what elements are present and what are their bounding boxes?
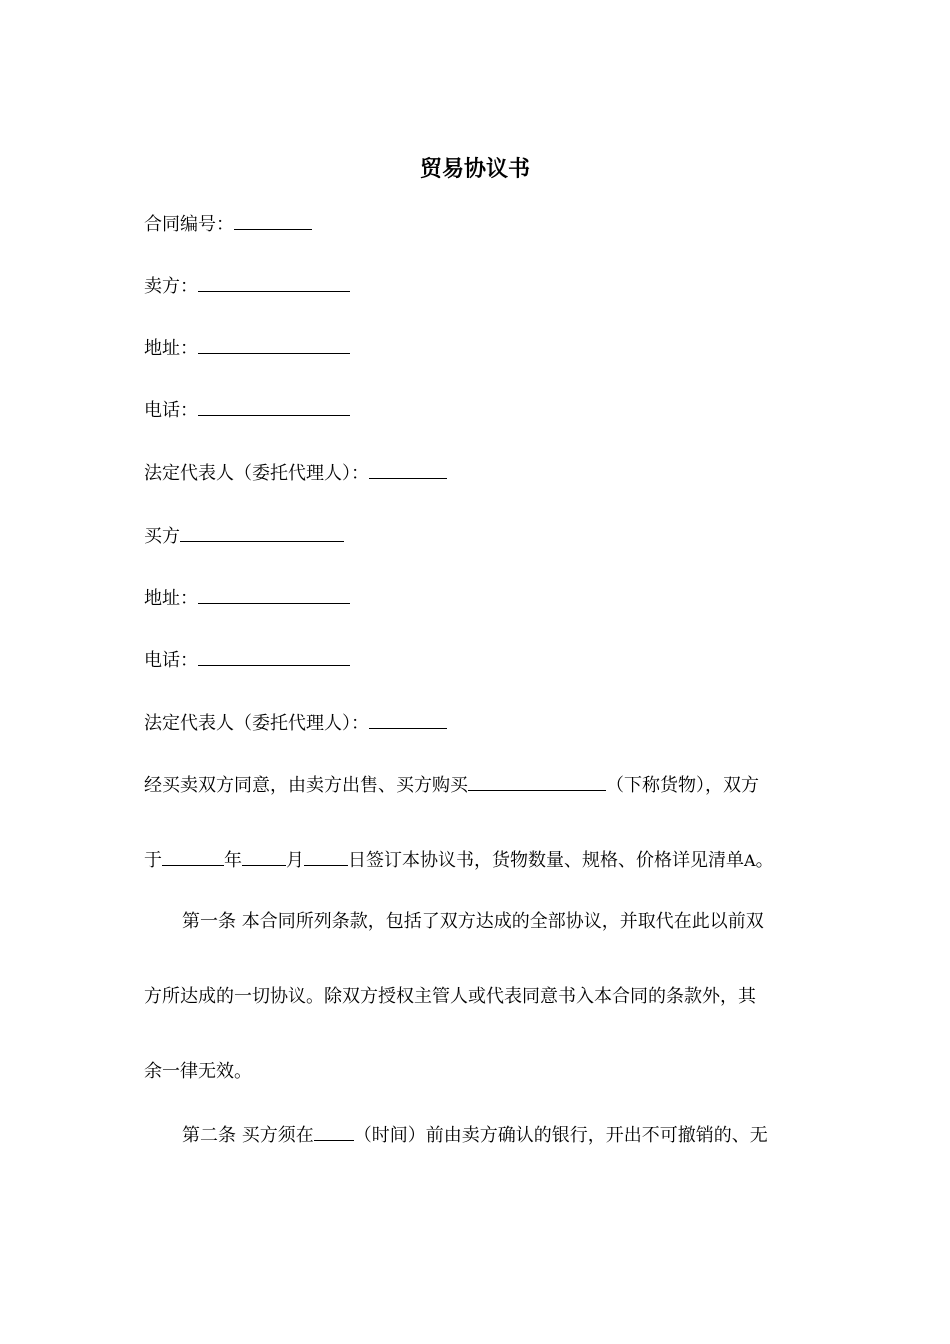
seller-address-label: 地址： [144, 338, 198, 359]
buyer-line [144, 523, 344, 550]
buyer-label: 买方 [144, 526, 180, 547]
intro-line-1 [144, 772, 759, 799]
month-label: 月 [286, 850, 304, 871]
buyer-rep-line [144, 710, 447, 737]
intro-period: 。 [755, 850, 774, 871]
article2-line-1 [182, 1122, 768, 1149]
buyer-phone-blank[interactable] [198, 647, 350, 666]
document-title: 贸易协议书 [419, 157, 530, 182]
seller-phone-line [144, 397, 350, 424]
article1-line-2: 方所达成的一切协议。除双方授权主管人或代表同意书入本合同的条款外，其 [144, 986, 756, 1007]
buyer-rep-blank[interactable] [369, 710, 447, 729]
article2-text-a: 第二条 买方须在 [182, 1125, 314, 1146]
buyer-address-label: 地址： [144, 588, 198, 609]
article1-line-3: 余一律无效。 [144, 1061, 252, 1082]
seller-phone-blank[interactable] [198, 397, 350, 416]
intro-text-b: （下称货物），双方 [606, 775, 759, 796]
seller-rep-blank[interactable] [369, 460, 447, 479]
day-blank[interactable] [304, 847, 348, 866]
buyer-rep-label: 法定代表人（委托代理人）： [144, 713, 369, 734]
seller-blank[interactable] [198, 273, 350, 292]
time-blank[interactable] [314, 1122, 354, 1141]
seller-rep-label: 法定代表人（委托代理人）： [144, 463, 369, 484]
contract-number-blank[interactable] [234, 211, 312, 230]
seller-rep-line [144, 460, 447, 487]
article1-line-1: 第一条 本合同所列条款，包括了双方达成的全部协议，并取代在此以前双 [182, 911, 764, 932]
contract-number-label: 合同编号： [144, 214, 234, 235]
article2-text-b: （时间）前由卖方确认的银行，开出不可撤销的、无 [353, 1125, 768, 1146]
buyer-address-blank[interactable] [198, 585, 350, 604]
contract-number-line [144, 211, 312, 238]
buyer-phone-label: 电话： [144, 650, 198, 671]
seller-line [144, 273, 350, 300]
buyer-phone-line [144, 647, 350, 674]
seller-address-blank[interactable] [198, 335, 350, 354]
seller-phone-label: 电话： [144, 400, 198, 421]
year-blank[interactable] [162, 847, 224, 866]
year-label: 年 [224, 850, 242, 871]
seller-address-line [144, 335, 350, 362]
buyer-address-line [144, 585, 350, 612]
month-blank[interactable] [242, 847, 286, 866]
intro-yu: 于 [144, 850, 162, 871]
buyer-blank[interactable] [180, 523, 344, 542]
intro-text-d: 日签订本协议书，货物数量、规格、价格详见清单 [348, 850, 744, 871]
list-a-letter: A [744, 851, 756, 870]
seller-label: 卖方： [144, 276, 198, 297]
intro-line-2 [144, 847, 774, 874]
goods-blank[interactable] [468, 772, 606, 791]
intro-text-a: 经买卖双方同意，由卖方出售、买方购买 [144, 775, 468, 796]
